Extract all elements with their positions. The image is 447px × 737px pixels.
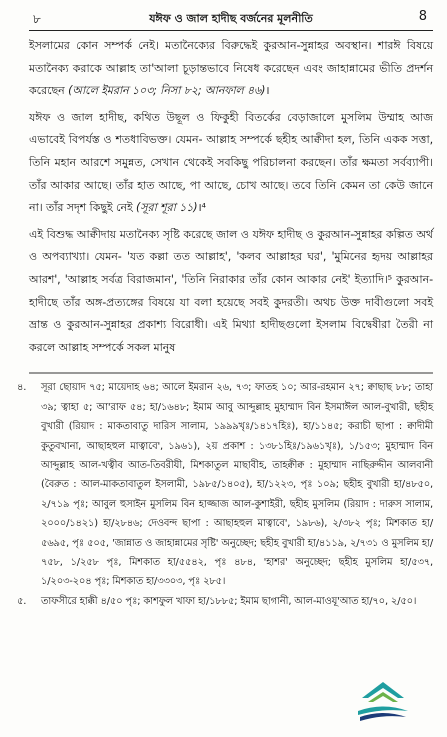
- paragraph-2-text: যঈফ ও জাল হাদীছ, কথিত উছূল ও ফিকুহী বিতর্কের বেড়াজালে মুসলিম উম্মাহ আজ এভাবেই বিপর্যস্ত ও শতধাবিভক্ত। যেমন- আল্লাহ সম্পর্কে ছহীহ আক্বীদা হল, তিনি একক সত্তা, তিনি মহান আরশে সমুন্নত, সেখান থেকেই সবকিছু পরিচালনা করছেন। তাঁর ক্ষমতা সর্বব্যাপী। তাঁর আকার আছে। তাঁর হাত আছে, পা আছে, চোখ আছে। তবে তিনি কেমন তা কেউ জানে না। তাঁর সদৃশ কিছুই নেই: [29, 110, 433, 215]
- footnote-4: [17, 378, 433, 591]
- footnote-4-number: ৪.: [17, 382, 27, 394]
- footnotes: [17, 378, 433, 611]
- paragraph-1-tail: ।: [265, 84, 270, 98]
- running-header: [29, 0, 433, 31]
- paragraph-3: [29, 224, 433, 360]
- paragraph-2: [29, 107, 433, 220]
- paragraph-2-citation: (সূরা শূরা ১১): [136, 201, 198, 215]
- footnote-5-text: তাফসীরে হাক্কী ৪/৫০ পৃঃ; কাশফুল খাফা হা/১৮৮৫; ইমাম ছাগানী, আল-মাওযূ'আত হা/৭০, ২/৫০।: [41, 595, 417, 607]
- footnote-5-number: ৫.: [17, 595, 27, 607]
- page-number-left: ৮: [33, 12, 41, 26]
- paragraph-2-tail: ।⁴: [197, 201, 206, 215]
- page-number-right: 8: [418, 9, 427, 24]
- paragraph-1-citation: (আলে ইমরান ১০৩; নিসা ৮২; আনফাল ৪৬): [68, 84, 266, 98]
- footnote-separator: [29, 372, 433, 374]
- footnote-5: [17, 592, 433, 611]
- paragraph-3-text: এই বিশুদ্ধ আক্বীদায় মতানৈক্য সৃষ্টি করেছে জাল ও যঈফ হাদীছ ও কুরআন-সুন্নাহর কল্পিত অর্থ ও অপব্যাখ্যা। যেমন- 'যত কল্লা তত আল্লাহ', 'কলব আল্লাহর ঘর', 'মুমিনের হৃদয় আল্লাহর আরশ', 'আল্লাহ সর্বত্র বিরাজমান', 'তিনি নিরাকার তাঁর কোন আকার নেই' ইত্যাদি।⁵ কুরআন-হাদীছে তাঁর অঙ্গ-প্রত্যঙ্গের বিষয়ে যা বলা হয়েছে সবই কুদরতী। অথচ উক্ত দাবীগুলো সবই ভ্রান্ত ও কুরআন-সুন্নাহর প্রকাশ্য বিরোধী। এই মিথ্যা হাদীছগুলো ইসলাম বিদ্বেষীরা তৈরী না করলে আল্লাহ সম্পর্কে সকল মানুষ: [29, 227, 433, 354]
- paragraph-1: [29, 35, 433, 103]
- footnote-4-text: সূরা ছোয়াদ ৭৫; মায়েদাহ ৬৪; আলে ইমরান ২৬, ৭৩; ফাতহ ১০; আর-রহমান ২৭; ক্বাছাছ ৮৮; তাহা ৩৯; ত্বাহা ৫; আ'রাফ ৫৪; হা/১৬৪৮; ইমাম আবু আব্দুল্লাহ মুহাম্মাদ বিন ইসমাঈল আল-বুখারী, ছহীহ বুখারী (রিয়াদ : মাকতাবাতু দারিস সালাম, ১৯৯৯খৃঃ/১৪১৭হিঃ), হা/১১৪৫; করাচী ছাপা : ক্বাদীমী কুতুবখানা, আছাহহুল মাত্বাবে', ১৯৬১), ২য় প্রকাশ : ১৩৮১হিঃ/১৯৬১খৃঃ), ১/১৫৩; মুহাম্মাদ বিন আব্দুল্লাহ আল-খত্বীব আত-তিবরীযী, মিশকাতুল মাছাবীহ, তাহক্বীক্ব : মুহাম্মাদ নাছিরুদ্দীন আলবানী (বৈরুত : আল-মাকতাবাতুল ইসলামী, ১৯৮৫/১৪০৫), হা/১২২৩, পৃঃ ১০৯; ছহীহ বুখারী হা/৪৮৫০, ২/৭১৯ পৃঃ; আবুল হুসাইন মুসলিম বিন হাজ্জাজ আল-কুশাইরী, ছহীহ মুসলিম (রিয়াদ : দারুস সালাম, ২০০০/১৪২১) হা/২৮৪৬; দেওবন্দ ছাপা : আছাহহুল মাত্বাবে', ১৯৮৬), ২/৩৮২ পৃঃ; মিশকাত হা/৫৬৯৫, পৃঃ ৫০৫, 'জান্নাত ও জাহান্নামের সৃষ্টি' অনুচ্ছেদ; ছহীহ বুখারী হা/৪১১৯, ২/৭৩১ ও মুসলিম হা/৭৫৮, ১/২৫৮ পৃঃ, মিশকাত হা/৫৫৪২, পৃঃ ৪৮৪, 'হাশর' অনুচ্ছেদ; ছহীহ মুসলিম হা/৫৩৭, ১/২০৩-২০৪ পৃঃ; মিশকাত হা/৩৩০৩, পৃঃ ২৮৫।: [41, 382, 433, 588]
- running-title: যঈফ ও জাল হাদীছ বর্জনের মূলনীতি: [149, 12, 313, 25]
- publisher-logo: [352, 678, 414, 726]
- paragraph-1-text: ইসলামের কোন সম্পর্ক নেই। মতানৈক্যের বিরুদ্ধেই কুরআন-সুন্নাহর অবস্থান। শারঈ বিষয়ে মতানৈক্য করাকে আল্লাহ তা'আলা চূড়ান্তভাবে নিষেধ করেছেন এবং জাহান্নামের ভীতি প্রদর্শন করেছেন: [29, 39, 433, 98]
